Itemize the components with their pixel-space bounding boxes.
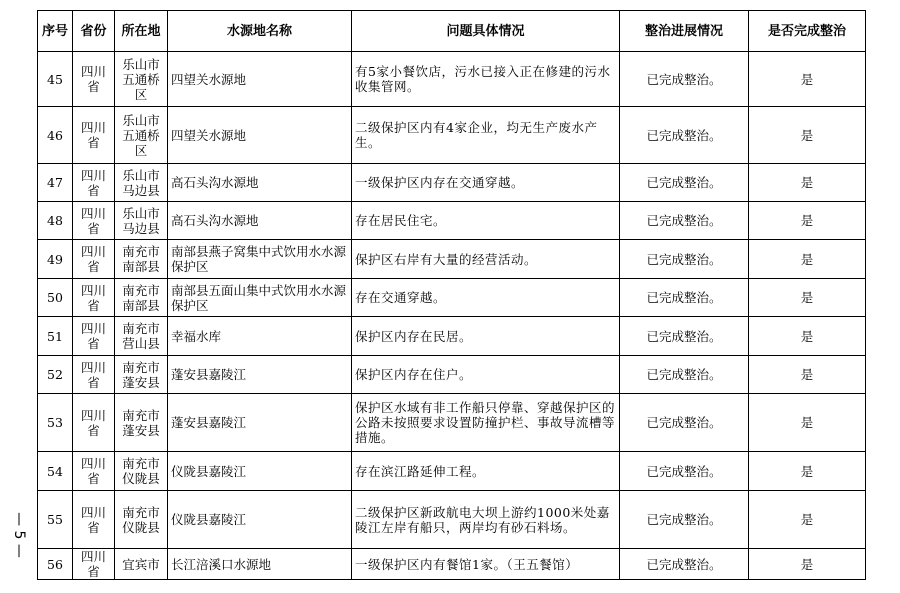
cell-location: 南充市南部县 [115, 279, 168, 317]
cell-completed: 是 [749, 52, 866, 107]
header-source-name: 水源地名称 [168, 11, 352, 52]
header-seq: 序号 [38, 11, 73, 52]
cell-province: 四川省 [73, 317, 115, 356]
cell-source-name: 高石头沟水源地 [168, 202, 352, 240]
cell-completed: 是 [749, 491, 866, 549]
cell-progress: 已完成整治。 [620, 240, 749, 279]
cell-source-name: 四望关水源地 [168, 52, 352, 107]
cell-province: 四川省 [73, 549, 115, 580]
table-row [38, 279, 866, 317]
cell-progress: 已完成整治。 [620, 317, 749, 356]
cell-progress: 已完成整治。 [620, 107, 749, 164]
cell-seq: 46 [38, 107, 73, 164]
cell-issue: 二级保护区新政航电大坝上游约1000米处嘉陵江左岸有船只，两岸均有砂石料场。 [352, 491, 620, 549]
cell-location: 南充市营山县 [115, 317, 168, 356]
cell-issue: 有5家小餐饮店，污水已接入正在修建的污水收集管网。 [352, 52, 620, 107]
cell-issue: 存在滨江路延伸工程。 [352, 452, 620, 491]
cell-seq: 50 [38, 279, 73, 317]
cell-issue: 保护区右岸有大量的经营活动。 [352, 240, 620, 279]
cell-completed: 是 [749, 549, 866, 580]
cell-location: 乐山市马边县 [115, 164, 168, 202]
header-province: 省份 [73, 11, 115, 52]
cell-province: 四川省 [73, 394, 115, 452]
cell-completed: 是 [749, 279, 866, 317]
rectification-table [37, 10, 866, 580]
cell-seq: 47 [38, 164, 73, 202]
table-row [38, 356, 866, 394]
header-progress: 整治进展情况 [620, 11, 749, 52]
table-row [38, 164, 866, 202]
cell-progress: 已完成整治。 [620, 356, 749, 394]
cell-issue: 二级保护区内有4家企业，均无生产废水产生。 [352, 107, 620, 164]
header-location: 所在地 [115, 11, 168, 52]
table-row [38, 52, 866, 107]
cell-province: 四川省 [73, 164, 115, 202]
cell-location: 乐山市马边县 [115, 202, 168, 240]
cell-progress: 已完成整治。 [620, 164, 749, 202]
cell-seq: 48 [38, 202, 73, 240]
cell-location: 南充市蓬安县 [115, 356, 168, 394]
cell-progress: 已完成整治。 [620, 52, 749, 107]
cell-seq: 49 [38, 240, 73, 279]
cell-seq: 53 [38, 394, 73, 452]
page-number-text: — 5 — [11, 512, 27, 558]
cell-seq: 56 [38, 549, 73, 580]
cell-issue: 存在交通穿越。 [352, 279, 620, 317]
cell-province: 四川省 [73, 202, 115, 240]
cell-source-name: 蓬安县嘉陵江 [168, 394, 352, 452]
cell-progress: 已完成整治。 [620, 491, 749, 549]
table-row [38, 394, 866, 452]
cell-province: 四川省 [73, 52, 115, 107]
table-row [38, 317, 866, 356]
table-row [38, 549, 866, 580]
cell-progress: 已完成整治。 [620, 549, 749, 580]
cell-location: 乐山市五通桥区 [115, 107, 168, 164]
cell-source-name: 南部县五面山集中式饮用水水源保护区 [168, 279, 352, 317]
cell-province: 四川省 [73, 107, 115, 164]
table-row [38, 107, 866, 164]
cell-progress: 已完成整治。 [620, 394, 749, 452]
cell-progress: 已完成整治。 [620, 279, 749, 317]
cell-progress: 已完成整治。 [620, 452, 749, 491]
cell-source-name: 仪陇县嘉陵江 [168, 491, 352, 549]
cell-province: 四川省 [73, 279, 115, 317]
table-row [38, 240, 866, 279]
cell-source-name: 长江涪溪口水源地 [168, 549, 352, 580]
cell-province: 四川省 [73, 240, 115, 279]
cell-province: 四川省 [73, 452, 115, 491]
cell-progress: 已完成整治。 [620, 202, 749, 240]
cell-location: 南充市南部县 [115, 240, 168, 279]
cell-seq: 52 [38, 356, 73, 394]
cell-issue: 一级保护区内有餐馆1家。（王五餐馆） [352, 549, 620, 580]
cell-source-name: 蓬安县嘉陵江 [168, 356, 352, 394]
table-header-row [38, 11, 866, 52]
cell-completed: 是 [749, 452, 866, 491]
cell-completed: 是 [749, 240, 866, 279]
cell-source-name: 幸福水库 [168, 317, 352, 356]
table-row [38, 202, 866, 240]
cell-issue: 保护区内存在住户。 [352, 356, 620, 394]
cell-source-name: 四望关水源地 [168, 107, 352, 164]
cell-seq: 54 [38, 452, 73, 491]
cell-location: 南充市蓬安县 [115, 394, 168, 452]
cell-completed: 是 [749, 202, 866, 240]
cell-location: 宜宾市 [115, 549, 168, 580]
cell-issue: 保护区内存在民居。 [352, 317, 620, 356]
cell-location: 南充市仪陇县 [115, 491, 168, 549]
cell-completed: 是 [749, 394, 866, 452]
cell-completed: 是 [749, 356, 866, 394]
table-row [38, 491, 866, 549]
cell-seq: 55 [38, 491, 73, 549]
page-number [10, 500, 28, 570]
cell-source-name: 南部县燕子窝集中式饮用水水源保护区 [168, 240, 352, 279]
header-issue: 问题具体情况 [352, 11, 620, 52]
table-row [38, 452, 866, 491]
cell-completed: 是 [749, 164, 866, 202]
cell-source-name: 高石头沟水源地 [168, 164, 352, 202]
cell-issue: 存在居民住宅。 [352, 202, 620, 240]
cell-location: 南充市仪陇县 [115, 452, 168, 491]
cell-province: 四川省 [73, 491, 115, 549]
cell-issue: 保护区水域有非工作船只停靠、穿越保护区的公路未按照要求设置防撞护栏、事故导流槽等措施。 [352, 394, 620, 452]
cell-seq: 45 [38, 52, 73, 107]
cell-source-name: 仪陇县嘉陵江 [168, 452, 352, 491]
header-completed: 是否完成整治 [749, 11, 866, 52]
cell-completed: 是 [749, 317, 866, 356]
cell-completed: 是 [749, 107, 866, 164]
cell-province: 四川省 [73, 356, 115, 394]
cell-seq: 51 [38, 317, 73, 356]
cell-issue: 一级保护区内存在交通穿越。 [352, 164, 620, 202]
cell-location: 乐山市五通桥区 [115, 52, 168, 107]
